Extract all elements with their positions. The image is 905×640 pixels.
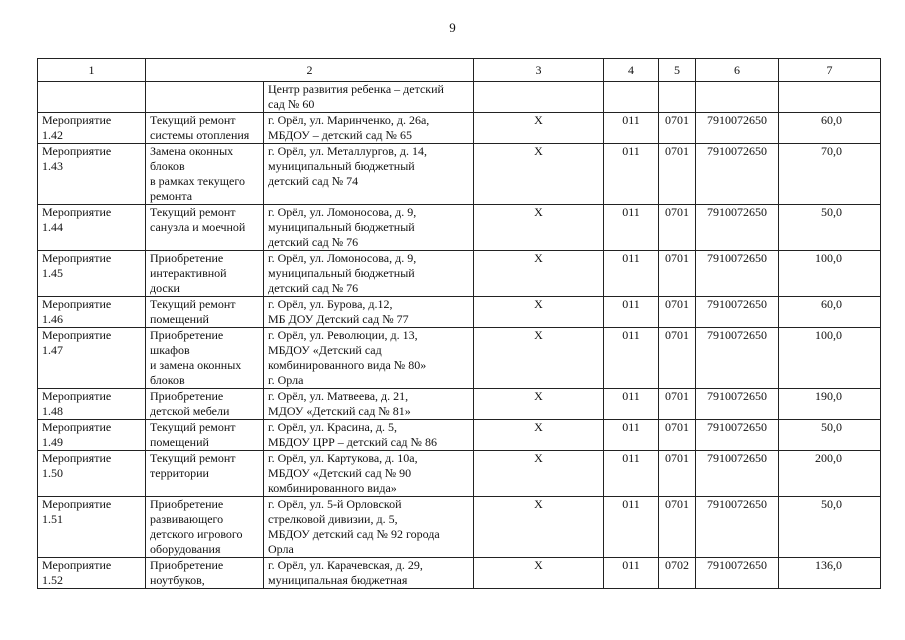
- action-cell: Приобретение интерактивной доски: [146, 251, 264, 297]
- target-code-cell: 7910072650: [696, 328, 779, 389]
- amount-cell: 60,0: [779, 113, 881, 144]
- grbs-code-cell: 011: [604, 420, 659, 451]
- x-cell: Х: [474, 297, 604, 328]
- action-cell: Текущий ремонт системы отопления: [146, 113, 264, 144]
- amount-cell: 200,0: [779, 451, 881, 497]
- target-code-cell: 7910072650: [696, 251, 779, 297]
- column-header-6: 6: [696, 59, 779, 82]
- x-cell: Х: [474, 328, 604, 389]
- column-header-3: 3: [474, 59, 604, 82]
- section-code-cell: 0701: [659, 328, 696, 389]
- section-code-cell: 0701: [659, 497, 696, 558]
- action-cell: Приобретение ноутбуков,: [146, 558, 264, 589]
- object-cell: г. Орёл, ул. Карачевская, д. 29, муниципальная бюджетная: [264, 558, 474, 589]
- page-number: 9: [449, 20, 456, 35]
- x-cell: [474, 82, 604, 113]
- event-cell: Мероприятие 1.49: [38, 420, 146, 451]
- x-cell: Х: [474, 497, 604, 558]
- event-cell: [38, 82, 146, 113]
- table-row: [38, 82, 881, 113]
- action-cell: Приобретение детской мебели: [146, 389, 264, 420]
- grbs-code-cell: 011: [604, 389, 659, 420]
- table-row: [38, 205, 881, 251]
- action-cell: Текущий ремонт помещений: [146, 297, 264, 328]
- event-cell: Мероприятие 1.42: [38, 113, 146, 144]
- section-code-cell: 0701: [659, 144, 696, 205]
- amount-cell: 190,0: [779, 389, 881, 420]
- target-code-cell: 7910072650: [696, 113, 779, 144]
- section-code-cell: 0701: [659, 451, 696, 497]
- object-cell: г. Орёл, ул. Ломоносова, д. 9, муниципальный бюджетный детский сад № 76: [264, 251, 474, 297]
- action-cell: Текущий ремонт санузла и моечной: [146, 205, 264, 251]
- object-cell: г. Орёл, ул. Маринченко, д. 26а, МБДОУ – детский сад № 65: [264, 113, 474, 144]
- event-cell: Мероприятие 1.50: [38, 451, 146, 497]
- x-cell: Х: [474, 389, 604, 420]
- grbs-code-cell: [604, 82, 659, 113]
- column-header-4: 4: [604, 59, 659, 82]
- event-cell: Мероприятие 1.45: [38, 251, 146, 297]
- column-header-5: 5: [659, 59, 696, 82]
- header-row: [38, 59, 881, 82]
- event-cell: Мероприятие 1.46: [38, 297, 146, 328]
- event-cell: Мероприятие 1.52: [38, 558, 146, 589]
- object-cell: г. Орёл, ул. Красина, д. 5, МБДОУ ЦРР – детский сад № 86: [264, 420, 474, 451]
- object-cell: г. Орёл, ул. Картукова, д. 10а, МБДОУ «Детский сад № 90 комбинированного вида»: [264, 451, 474, 497]
- section-code-cell: 0701: [659, 297, 696, 328]
- action-cell: Приобретение шкафов и замена оконных блоков: [146, 328, 264, 389]
- section-code-cell: 0702: [659, 558, 696, 589]
- event-cell: Мероприятие 1.51: [38, 497, 146, 558]
- column-header-7: 7: [779, 59, 881, 82]
- table-row: [38, 420, 881, 451]
- object-cell: г. Орёл, ул. 5-й Орловской стрелковой дивизии, д. 5, МБДОУ детский сад № 92 города Орла: [264, 497, 474, 558]
- event-cell: Мероприятие 1.43: [38, 144, 146, 205]
- target-code-cell: 7910072650: [696, 558, 779, 589]
- amount-cell: 100,0: [779, 251, 881, 297]
- target-code-cell: 7910072650: [696, 451, 779, 497]
- amount-cell: 60,0: [779, 297, 881, 328]
- target-code-cell: 7910072650: [696, 389, 779, 420]
- amount-cell: 50,0: [779, 205, 881, 251]
- x-cell: Х: [474, 113, 604, 144]
- target-code-cell: 7910072650: [696, 144, 779, 205]
- grbs-code-cell: 011: [604, 113, 659, 144]
- event-cell: Мероприятие 1.48: [38, 389, 146, 420]
- section-code-cell: 0701: [659, 420, 696, 451]
- x-cell: Х: [474, 251, 604, 297]
- amount-cell: 50,0: [779, 497, 881, 558]
- action-cell: Текущий ремонт помещений: [146, 420, 264, 451]
- grbs-code-cell: 011: [604, 205, 659, 251]
- target-code-cell: 7910072650: [696, 297, 779, 328]
- target-code-cell: 7910072650: [696, 497, 779, 558]
- object-cell: г. Орёл, ул. Бурова, д.12, МБ ДОУ Детский сад № 77: [264, 297, 474, 328]
- event-cell: Мероприятие 1.47: [38, 328, 146, 389]
- action-cell: Замена оконных блоков в рамках текущего ремонта: [146, 144, 264, 205]
- table-row: [38, 558, 881, 589]
- grbs-code-cell: 011: [604, 251, 659, 297]
- target-code-cell: 7910072650: [696, 205, 779, 251]
- amount-cell: 136,0: [779, 558, 881, 589]
- amount-cell: 70,0: [779, 144, 881, 205]
- action-cell: [146, 82, 264, 113]
- grbs-code-cell: 011: [604, 297, 659, 328]
- target-code-cell: [696, 82, 779, 113]
- x-cell: Х: [474, 558, 604, 589]
- amount-cell: 100,0: [779, 328, 881, 389]
- x-cell: Х: [474, 205, 604, 251]
- table-row: [38, 328, 881, 389]
- section-code-cell: 0701: [659, 113, 696, 144]
- table-row: [38, 451, 881, 497]
- table-row: [38, 389, 881, 420]
- grbs-code-cell: 011: [604, 328, 659, 389]
- x-cell: Х: [474, 144, 604, 205]
- action-cell: Текущий ремонт территории: [146, 451, 264, 497]
- object-cell: г. Орёл, ул. Ломоносова, д. 9, муниципальный бюджетный детский сад № 76: [264, 205, 474, 251]
- section-code-cell: 0701: [659, 251, 696, 297]
- table-row: [38, 251, 881, 297]
- grbs-code-cell: 011: [604, 451, 659, 497]
- column-header-2: 2: [146, 59, 474, 82]
- target-code-cell: 7910072650: [696, 420, 779, 451]
- grbs-code-cell: 011: [604, 144, 659, 205]
- budget-table: [37, 58, 881, 589]
- section-code-cell: [659, 82, 696, 113]
- grbs-code-cell: 011: [604, 497, 659, 558]
- x-cell: Х: [474, 420, 604, 451]
- section-code-cell: 0701: [659, 389, 696, 420]
- event-cell: Мероприятие 1.44: [38, 205, 146, 251]
- amount-cell: 50,0: [779, 420, 881, 451]
- object-cell: Центр развития ребенка – детский сад № 60: [264, 82, 474, 113]
- table-row: [38, 497, 881, 558]
- table-row: [38, 144, 881, 205]
- amount-cell: [779, 82, 881, 113]
- grbs-code-cell: 011: [604, 558, 659, 589]
- action-cell: Приобретение развивающего детского игрового оборудования: [146, 497, 264, 558]
- section-code-cell: 0701: [659, 205, 696, 251]
- x-cell: Х: [474, 451, 604, 497]
- object-cell: г. Орёл, ул. Матвеева, д. 21, МДОУ «Детский сад № 81»: [264, 389, 474, 420]
- object-cell: г. Орёл, ул. Металлургов, д. 14, муниципальный бюджетный детский сад № 74: [264, 144, 474, 205]
- table-row: [38, 113, 881, 144]
- column-header-1: 1: [38, 59, 146, 82]
- table-row: [38, 297, 881, 328]
- object-cell: г. Орёл, ул. Революции, д. 13, МБДОУ «Детский сад комбинированного вида № 80» г. Орла: [264, 328, 474, 389]
